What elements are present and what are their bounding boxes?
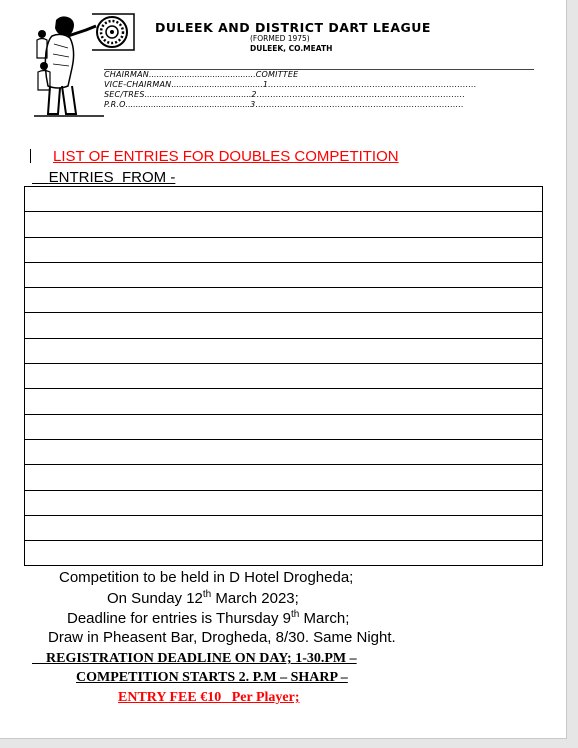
entry-cell[interactable] — [25, 262, 543, 287]
officer-dots: .................................... — [171, 80, 263, 89]
officer-label: VICE-CHAIRMAN — [104, 80, 172, 89]
officer-dots: ................................................ — [128, 100, 251, 109]
date-line-text: On Sunday 12 — [107, 590, 203, 607]
entry-cell[interactable] — [25, 541, 543, 566]
registration-text: REGISTRATION DEADLINE ON DAY; 1-30.PM – — [46, 651, 357, 666]
entry-cell[interactable] — [25, 313, 543, 338]
entry-row — [25, 313, 543, 338]
entry-row — [25, 338, 543, 363]
date-line — [107, 589, 299, 607]
list-title: LIST OF ENTRIES FOR DOUBLES COMPETITION — [53, 148, 399, 165]
entry-cell[interactable] — [25, 187, 543, 212]
officer-right: 1............................................................................ — [262, 80, 477, 89]
league-name: DULEEK AND DISTRICT DART LEAGUE — [155, 20, 431, 35]
entries-from-label — [32, 169, 175, 186]
entry-cell[interactable] — [25, 465, 543, 490]
deadline-line-end: March; — [299, 610, 350, 627]
entry-cell[interactable] — [25, 237, 543, 262]
entry-row — [25, 541, 543, 566]
entry-row — [25, 187, 543, 212]
deadline-line-sup: th — [291, 609, 300, 620]
entry-row — [25, 439, 543, 464]
entry-row — [25, 364, 543, 389]
officer-dots: .......................................... — [144, 90, 252, 99]
entry-cell[interactable] — [25, 414, 543, 439]
officer-label: CHAIRMAN — [104, 70, 149, 79]
entry-cell[interactable] — [25, 490, 543, 515]
venue-line: Competition to be held in D Hotel Drogheda; — [59, 569, 354, 586]
draw-line: Draw in Pheasent Bar, Drogheda, 8/30. Same Night. — [48, 629, 396, 646]
entries-from-text: ENTRIES FROM - — [48, 169, 176, 186]
date-line-end: March 2023; — [211, 590, 299, 607]
deadline-line — [67, 609, 349, 627]
officer-label: SEC/TRES — [104, 90, 145, 99]
competition-start: COMPETITION STARTS 2. P.M – SHARP – — [76, 670, 348, 685]
entry-row — [25, 212, 543, 237]
officer-line-chairman — [104, 70, 298, 79]
dartboard-icon — [97, 17, 127, 47]
entry-cell[interactable] — [25, 338, 543, 363]
entry-fee: ENTRY FEE €10 Per Player; — [118, 690, 300, 705]
entry-row — [25, 237, 543, 262]
officer-line-vice-chairman — [104, 80, 477, 89]
entry-row — [25, 515, 543, 540]
entry-cell[interactable] — [25, 389, 543, 414]
entry-row — [25, 465, 543, 490]
entry-cell[interactable] — [25, 439, 543, 464]
registration-deadline — [32, 651, 357, 667]
entry-cell[interactable] — [25, 515, 543, 540]
entry-row — [25, 389, 543, 414]
entry-cell[interactable] — [25, 212, 543, 237]
entry-row — [25, 490, 543, 515]
officer-right: 2............................................................................ — [251, 90, 466, 99]
entry-row — [25, 262, 543, 287]
officer-line-pro — [104, 100, 464, 109]
league-address: DULEEK, CO.MEATH — [250, 44, 333, 53]
officer-label: P.R.O. — [104, 100, 129, 109]
officer-right: 3............................................................................ — [250, 100, 464, 109]
entry-cell[interactable] — [25, 288, 543, 313]
officer-line-sec-tres — [104, 90, 465, 99]
officer-dots: .......................................... — [148, 70, 256, 79]
entries-table — [24, 186, 543, 566]
text-cursor — [30, 149, 31, 163]
deadline-line-text: Deadline for entries is Thursday 9 — [67, 610, 292, 627]
date-line-sup: th — [202, 589, 212, 600]
formed-year: (FORMED 1975) — [250, 34, 310, 43]
officer-right: COMITTEE — [255, 70, 299, 79]
entry-row — [25, 288, 543, 313]
entry-row — [25, 414, 543, 439]
entry-cell[interactable] — [25, 364, 543, 389]
